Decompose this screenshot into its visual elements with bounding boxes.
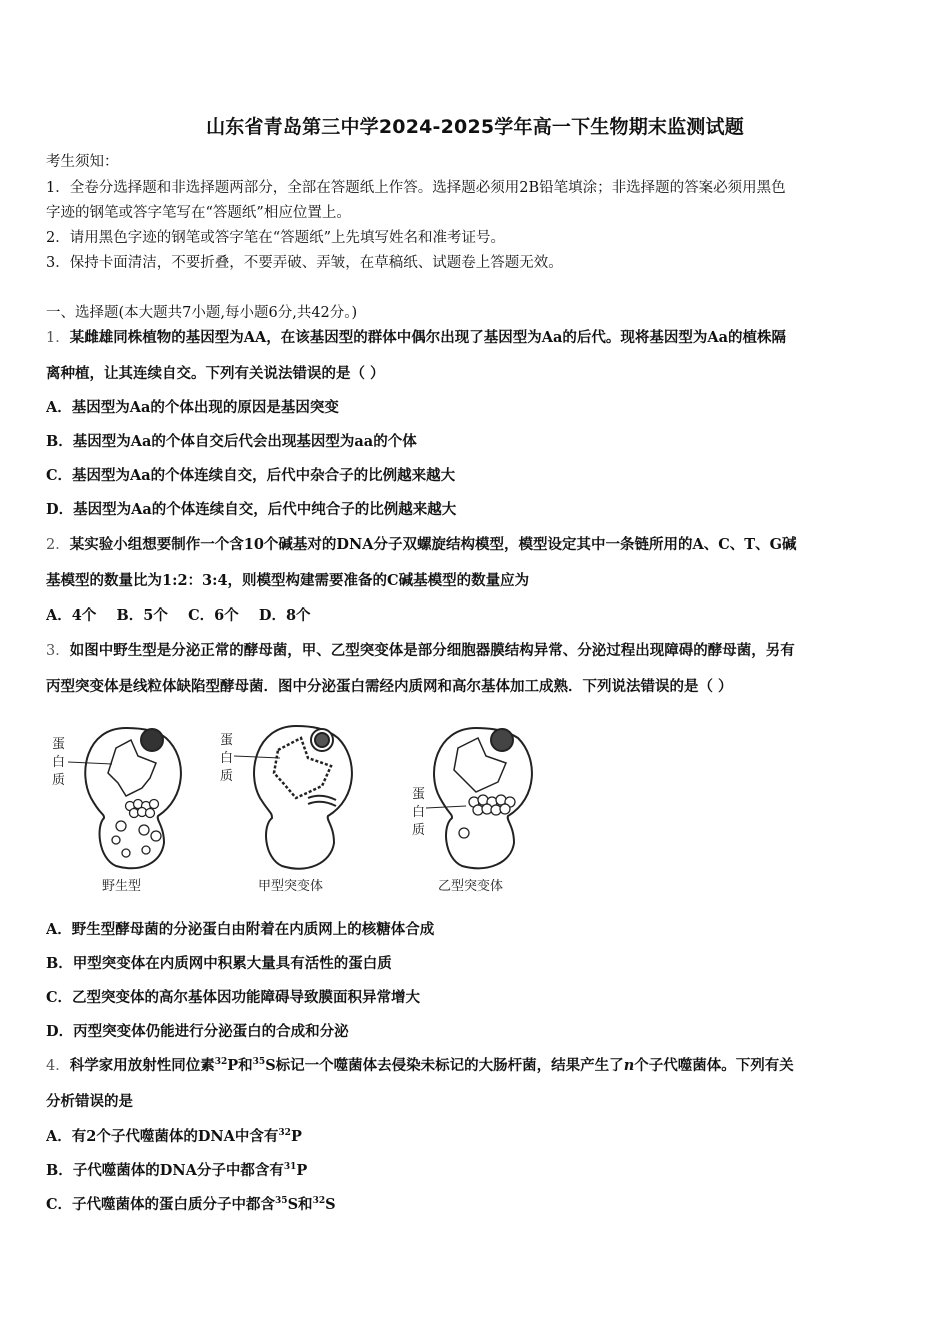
options-row: A．4个 B．5个 C．6个 D．8个 — [46, 607, 311, 624]
protein-label-char: 白 — [52, 755, 66, 770]
superscript: 32 — [278, 1128, 291, 1139]
option-c: C．乙型突变体的高尔基体因功能障碍导致膜面积异常增大 — [46, 989, 421, 1006]
question-3 — [46, 641, 908, 661]
notice-item: 3．保持卡面清洁，不要折叠，不要弄破、弄皱，在草稿纸、试题卷上答题无效。 — [46, 255, 563, 271]
question-stem: 某雌雄同株植物的基因型为AA，在该基因型的群体中偶尔出现了基因型为Aa的后代。现将基因型为Aa的植株隔 — [69, 329, 787, 346]
protein-label-char: 质 — [52, 773, 66, 788]
protein-label-char: 白 — [220, 751, 234, 766]
notice-item: 字迹的钢笔或答字笔写在“答题纸”相应位置上。 — [46, 205, 351, 221]
option-d: D．丙型突变体仍能进行分泌蛋白的合成和分泌 — [46, 1023, 349, 1040]
option-d: D．基因型为Aa的个体连续自交，后代中纯合子的比例越来越大 — [46, 501, 457, 518]
type-b-mutant-cell — [426, 728, 532, 868]
superscript: 31 — [283, 1162, 297, 1173]
protein-label-char: 蛋 — [220, 733, 234, 748]
question-stem-cont: 分析错误的是 — [46, 1093, 133, 1110]
question-stem: 如图中野生型是分泌正常的酵母菌，甲、乙型突变体是部分细胞器膜结构异常、分泌过程出现障碍的酵母菌，另有 — [69, 642, 795, 659]
protein-label-char: 质 — [220, 769, 234, 784]
option-text: B．子代噬菌体的DNA分子中都含有 — [46, 1162, 284, 1179]
option-text: P — [290, 1128, 302, 1145]
protein-label-char: 蛋 — [412, 787, 426, 802]
option-text: S — [325, 1196, 336, 1213]
superscript: 35 — [275, 1196, 288, 1207]
question-2 — [46, 535, 908, 555]
variable-n: n — [623, 1057, 635, 1074]
question-stem-cont: 丙型突变体是线粒体缺陷型酵母菌．图中分泌蛋白需经内质网和高尔基体加工成熟．下列说法错误的是（ ） — [46, 678, 733, 695]
option-b: B．甲型突变体在内质网中积累大量具有活性的蛋白质 — [46, 955, 392, 972]
page-title: 山东省青岛第三中学2024-2025学年高一下生物期末监测试题 — [206, 116, 744, 138]
question-stem: 个子代噬菌体。下列有关 — [634, 1057, 794, 1074]
protein-label-char: 白 — [412, 805, 426, 820]
superscript: 32 — [214, 1057, 228, 1068]
option-text: P — [296, 1162, 308, 1179]
option-c: C．基因型为Aa的个体连续自交，后代中杂合子的比例越来越大 — [46, 467, 456, 484]
question-stem: 科学家用放射性同位素 — [69, 1057, 215, 1074]
type-a-mutant-cell — [234, 726, 352, 869]
notice-item: 2．请用黑色字迹的钢笔或答字笔在“答题纸”上先填写姓名和准考证号。 — [46, 230, 506, 246]
section-heading: 一、选择题(本大题共7小题,每小题6分,共42分。) — [46, 305, 358, 321]
question-number: 4． — [46, 1058, 70, 1074]
wild-type-cell — [68, 728, 181, 868]
question-number: 3． — [46, 643, 70, 659]
question-stem-cont: 基模型的数量比为1:2：3:4，则模型构建需要准备的C碱基模型的数量应为 — [46, 572, 530, 589]
option-c — [46, 1195, 908, 1215]
option-a — [46, 1127, 908, 1147]
option-text: S和 — [287, 1196, 313, 1213]
notice-heading: 考生须知： — [46, 154, 119, 170]
option-b — [46, 1161, 908, 1181]
question-stem: P和 — [227, 1057, 253, 1074]
question-1 — [46, 328, 908, 348]
superscript: 32 — [312, 1196, 326, 1207]
superscript: 35 — [252, 1057, 266, 1068]
question-4 — [46, 1056, 908, 1076]
option-a: A．野生型酵母菌的分泌蛋白由附着在内质网上的核糖体合成 — [46, 921, 435, 938]
question-stem: S标记一个噬菌体去侵染未标记的大肠杆菌，结果产生了 — [265, 1057, 624, 1074]
protein-label-char: 质 — [412, 823, 426, 838]
question-stem-cont: 离种植，让其连续自交。下列有关说法错误的是（ ） — [46, 365, 385, 382]
question-number: 2． — [46, 537, 70, 553]
question-number: 1． — [46, 330, 70, 346]
type-b-caption: 乙型突变体 — [438, 879, 504, 894]
wild-type-caption: 野生型 — [102, 879, 142, 894]
protein-label-char: 蛋 — [52, 737, 66, 752]
option-text: C．子代噬菌体的蛋白质分子中都含 — [46, 1196, 276, 1213]
type-a-caption: 甲型突变体 — [258, 879, 324, 894]
notice-item: 1．全卷分选择题和非选择题两部分，全部在答题纸上作答。选择题必须用2B铅笔填涂；非选择题的答案必须用黑色 — [46, 180, 786, 196]
option-a: A．基因型为Aa的个体出现的原因是基因突变 — [46, 399, 339, 416]
question-stem: 某实验小组想要制作一个含10个碱基对的DNA分子双螺旋结构模型，模型设定其中一条链所用的A、C、T、G碱 — [69, 536, 797, 553]
yeast-cell-figure — [46, 718, 546, 898]
option-b: B．基因型为Aa的个体自交后代会出现基因型为aa的个体 — [46, 433, 417, 450]
option-text: A．有2个子代噬菌体的DNA中含有 — [46, 1128, 279, 1145]
